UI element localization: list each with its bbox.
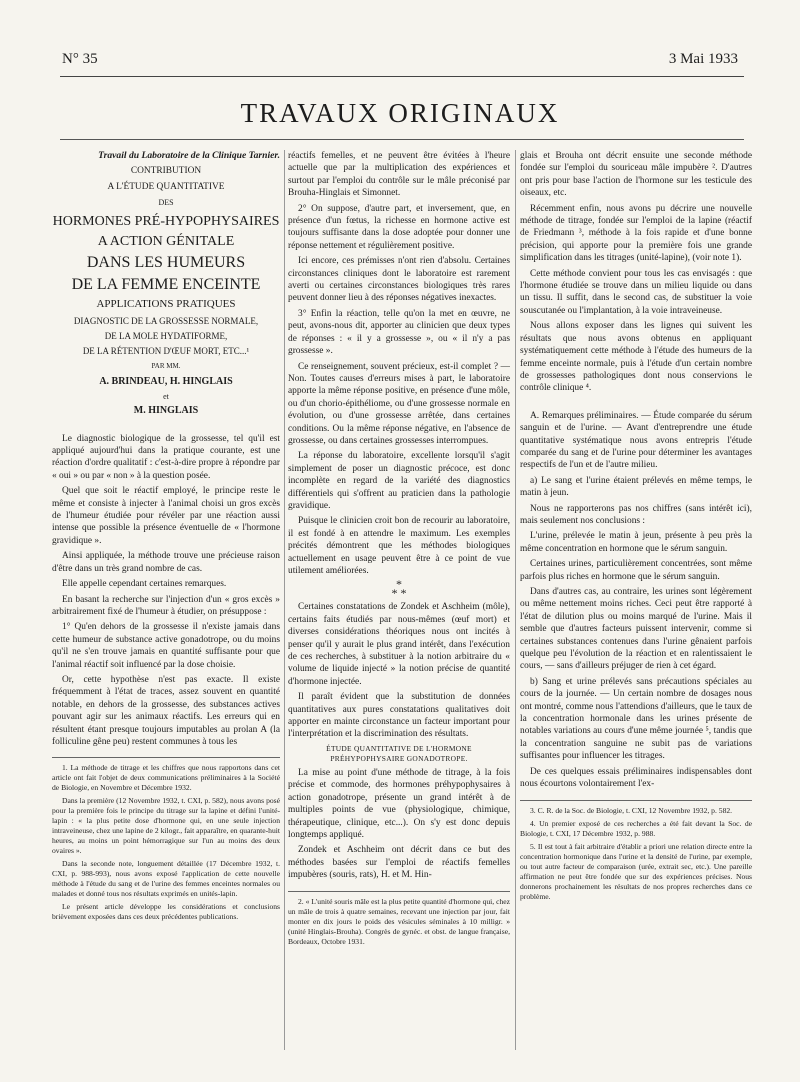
byline-par: PAR MM. bbox=[151, 361, 181, 370]
paragraph: Elle appelle cependant certaines remarques. bbox=[62, 579, 227, 590]
paragraph: Zondek et Aschheim ont décrit dans ce but des méthodes basées sur l'emploi de réactifs femelles impubères (souris, rats), H. et M. Hin- bbox=[288, 845, 510, 881]
paragraph: Certaines urines, particulièrement concentrées, sont même parfois plus riches en hormone que le sérum sanguin. bbox=[520, 559, 752, 582]
footnote: 4. Un premier exposé de ces recherches a été fait devant la Soc. de Biologie, t. CXI, 17 Décembre 1932, p. 988. bbox=[520, 818, 752, 838]
paragraph: De ces quelques essais préliminaires indispensables dont nous écourtons volontairement l'ex- bbox=[520, 766, 752, 790]
paragraph: Ce renseignement, souvent précieux, est-il complet ? — Non. Toutes causes d'erreurs mises à part, le laboratoire apporte la même réponse positive, en présence d'une môle, ou d'un chorio-épithéliome, ou d'une grossesse normale en évolution, ou d'une grossesse arrêtée, dans certaines conditions. Ou la même réponse négative, en l'absence de grossesse, ou dans certaines grossesses interrompues. bbox=[288, 361, 510, 446]
paragraph: Nous allons exposer dans les lignes qui suivent les résultats que nous avons obtenus en appliquant systématiquement cette méthode à l'étude des humeurs de la femme enceinte normale, puis à l'étude d'un certain nombre de grossesses pathologiques dont nous conservions le contrôle clinique ⁴. bbox=[520, 321, 752, 394]
footnote: Dans la seconde note, longuement détaillée (17 Décembre 1932, t. CXI, p. 988-993), nous avons exposé l'application de cette nouvelle méthode à l'étude du sang et de l'urine des femmes enceintes normales ou malades et donné tous nos résultats exprimés en unités-lapin. bbox=[52, 859, 280, 899]
paragraph: Nous ne rapporterons pas nos chiffres (sans intérêt ici), mais seulement nos conclusions : bbox=[520, 503, 752, 526]
paragraph: glais et Brouha ont décrit ensuite une seconde méthode fondée sur l'emploi du souriceau mâle impubère ². D'autres ont pris pour base l'action de l'hormone sur les testicule des oiseaux, etc. bbox=[520, 151, 752, 199]
title-line: A ACTION GÉNITALE bbox=[97, 233, 235, 249]
title-line: DES bbox=[158, 198, 174, 208]
paragraph: Récemment enfin, nous avons pu décrire une nouvelle méthode de titrage, fondée sur l'emploi de la lapine (réactif de Friedmann ³, méthode à la fois rapide et d'une bonne précision, qui apporte pour la première fois une grande simplification dans les titrages (unité-lapine), (voir note 1). bbox=[520, 203, 752, 264]
paragraph: Certaines constatations de Zondek et Aschheim (môle), certains faits étudiés par nous-mêmes (œuf mort) et diverses considérations théoriques nous ont incités à penser qu'il y aurait le plus grand intérêt, dans l'exécution de ces recherches, à substituer à la notion arbitraire du « volume de liquide injecté » la notion précise de quantité d'hormone injectée. bbox=[288, 602, 510, 687]
title-line: HORMONES PRÉ-HYPOPHYSAIRES bbox=[52, 213, 280, 229]
issue-date: 3 Mai 1933 bbox=[668, 51, 738, 67]
footnote-rule bbox=[288, 891, 510, 892]
footnote: 5. Il est tout à fait arbitraire d'établir a priori une relation directe entre la concentration hormonique dans l'urine et la densité de l'urine, par exemple, ou tout autre facteur de comparaison (urée, extrait sec, etc.). Une pareille affirmation ne peut être fondée que sur des expériences précises. Nous donnerons prochainement les résultats de nos propres recherches dans ce problème. bbox=[520, 841, 752, 901]
footnote-rule bbox=[52, 757, 280, 758]
paragraph: 3° Enfin la réaction, telle qu'on la met en œuvre, ne peut, avons-nous dit, apporter au clinicien que deux types de réponses : « il y a grossesse », ou « il n'y a pas grossesse ». bbox=[288, 308, 510, 357]
paragraph: Puisque le clinicien croit bon de recourir au laboratoire, il est fondé à en attendre le maximum. Les exemples précités démontrent que les méthodes biologiques actuellement en usage peuvent être à ce point de vue utilement améliorées. bbox=[288, 516, 510, 576]
footnote-rule bbox=[520, 800, 752, 801]
paragraph: Il paraît évident que la substitution de données quantitatives aux pures constatations qualitatives doit apporter en mainte circonstance un facteur important pour l'interprétation et la discrimination des résultats. bbox=[288, 692, 510, 740]
column-divider bbox=[515, 150, 516, 1050]
column-divider bbox=[284, 150, 285, 1050]
paragraph: a) Le sang et l'urine étaient prélevés en même temps, le matin à jeun. bbox=[520, 475, 752, 499]
title-line: APPLICATIONS PRATIQUES bbox=[96, 297, 236, 310]
footnote: 2. « L'unité souris mâle est la plus petite quantité d'hormone qui, chez un mâle de trois à quatre semaines, recevant une injection par jour, fait monter en dix jours le poids des vésicules séminales à 10 milligr. » (unité Hinglais-Brouha). Congrès de gynéc. et obst. de langue française, Bordeaux, Octobre 1931. bbox=[288, 896, 510, 946]
title-line: DIAGNOSTIC DE LA GROSSESSE NORMALE, bbox=[73, 315, 259, 326]
title-line: DE LA RÉTENTION D'ŒUF MORT, ETC...¹ bbox=[82, 345, 250, 356]
paragraph: Dans d'autres cas, au contraire, les urines sont légèrement ou même nettement moins riches. Ceci peut être rapporté à l'état de dilution plus ou moins marqué de l'urine. Mais il semble que d'autres facteurs puissent intervenir, comme si certaines substances contenues dans l'urine gênaient parfois quelque peu l'évolution de la réaction et en ralentissaient le cours, — sans d'ailleurs préjuger de rien à cet égard. bbox=[520, 587, 752, 672]
title-line: DE LA MOLE HYDATIFORME, bbox=[104, 330, 228, 341]
paragraph: L'urine, prélevée le matin à jeun, présente à peu près la même concentration en hormone que le sérum sanguin. bbox=[520, 531, 752, 554]
footnote: Le présent article développe les considérations et conclusions brièvement exposées dans ces deux précédentes publications. bbox=[52, 902, 280, 922]
title-line: DANS LES HUMEURS bbox=[86, 253, 246, 271]
title-line: A L'ÉTUDE QUANTITATIVE bbox=[107, 182, 225, 193]
paragraph: Ainsi appliquée, la méthode trouve une précieuse raison d'être dans un très grand nombre de cas. bbox=[52, 551, 280, 574]
footnote: 3. C. R. de la Soc. de Biologie, t. CXI, 12 Novembre 1932, p. 582. bbox=[530, 805, 733, 815]
paragraph: réactifs femelles, et ne peuvent être évitées à l'heure actuelle que par la multiplication des expériences et surtout par l'emploi du contrôle sur le mâle préconisé par Brouha-Hinglais et Simonnet. bbox=[288, 151, 510, 199]
paragraph: b) Sang et urine prélevés sans précautions spéciales au cours de la journée. — Un certain nombre de dosages nous ont montré, comme nous l'attendions d'ailleurs, que le taux de la concentration hormonale dans les urines présente de notables variations au cours d'une même journée ⁵, tandis que la concentration sanguine ne subit pas de variations suffisantes pour influencer les titrages. bbox=[520, 676, 752, 762]
footnote: Dans la première (12 Novembre 1932, t. CXI, p. 582), nous avons posé pour la première fois le principe du titrage sur la lapine et défini l'unité-lapin : « la plus petite dose d'hormone qui, en une seule injection intraveineuse, chez une lapine de 2 kilogr., fait apparaître, en quarante-huit heures, au moins un point hémorragique sur l'un au moins des deux ovaires ». bbox=[52, 796, 280, 856]
paragraph: En basant la recherche sur l'injection d'un « gros excès » arbitrairement fixé de l'humeur à étudier, on présuppose : bbox=[52, 594, 280, 617]
column-2 bbox=[288, 150, 510, 950]
masthead-rule bbox=[60, 139, 744, 140]
authors: A. BRINDEAU, H. HINGLAIS bbox=[99, 376, 233, 388]
paragraph: 2° On suppose, d'autre part, et inversement, que, en présence d'un fœtus, la richesse en hormone active est toujours suffisante dans la dose adoptée pour donner une réponse nettement et régulièrement positive. bbox=[288, 203, 510, 251]
paragraph: Cette méthode convient pour tous les cas envisagés : que l'hormone étudiée se trouve dans un milieu liquide ou dans un tissu. Il suffit, dans le second cas, de substituer la voie souscutanée ou l'implantation, à la voie intraveineuse. bbox=[520, 268, 752, 316]
footnote: 1. La méthode de titrage et les chiffres que nous rapportons dans cet article ont fait l'objet de deux communications préliminaires à la Société de Biologie, en Novembre et Décembre 1932. bbox=[52, 763, 280, 793]
byline-et: et bbox=[163, 392, 169, 402]
title-line: DE LA FEMME ENCEINTE bbox=[71, 275, 261, 293]
paragraph: Ici encore, ces prémisses n'ont rien d'absolu. Certaines circonstances cliniques dont le laboratoire est rarement averti ou certaines circonstances biologiques très rares peuvent donner lieu à des réponses négatives inexactes. bbox=[288, 256, 510, 304]
top-rule bbox=[60, 76, 744, 77]
laboratory-label: Travail du Laboratoire de la Clinique Tarnier. bbox=[98, 150, 280, 161]
column-3 bbox=[520, 150, 752, 905]
spacer bbox=[520, 398, 752, 410]
paragraph: La mise au point d'une méthode de titrage, à la fois précise et commode, des hormones préhypophysaires à action gonadotrope, présente un grand intérêt à de multiples points de vue (physiologique, chimique, thérapeutique, clinique, etc...). On s'y est donc depuis longtemps appliqué. bbox=[288, 767, 510, 840]
issue-number: N° 35 bbox=[62, 51, 98, 67]
paragraph: La réponse du laboratoire, excellente lorsqu'il s'agit simplement de poser un diagnostic précoce, est donc incomplète en regard de la variété des diagnostics différentiels qui s'offrent au praticien dans la pathologie gravidique. bbox=[288, 451, 510, 511]
paragraph: Quel que soit le réactif employé, le principe reste le même et consiste à injecter à l'animal choisi un gros excès de l'humeur étudiée pour révéler par une réaction aussi intense que possible la présence éventuelle de « l'hormone gravidique ». bbox=[52, 486, 280, 546]
paragraph: A. Remarques préliminaires. — Étude comparée du sérum sanguin et de l'urine. — Avant d'entreprendre une étude quantitative systématique nous avons entrepris l'étude comparée du sang et de l'urine pour déterminer les avantages respectifs de l'un et de l'autre milieu. bbox=[520, 410, 752, 471]
masthead-title: TRAVAUX ORIGINAUX bbox=[240, 98, 560, 128]
paragraph: Le diagnostic biologique de la grossesse, tel qu'il est appliqué aujourd'hui dans la pratique courante, est une réaction d'ordre qualitatif : c'est-à-dire propre à répondre par « oui » ou par « non » à la question posée. bbox=[52, 433, 280, 481]
section-heading: ÉTUDE QUANTITATIVE DE L'HORMONE PRÉHYPOPHYSAIRE GONADOTROPE. bbox=[326, 743, 472, 763]
column-1 bbox=[52, 150, 280, 925]
paragraph: Or, cette hypothèse n'est pas exacte. Il existe fréquemment à l'état de traces, assez souvent en quantité notable, en dehors de la grossesse, des substances actives pouvant agir sur les animaux réactifs. Les erreurs qui en résultent étant presque toujours imputables au prolan A (la folliculine gêne peu) restent communes à tous les bbox=[52, 674, 280, 747]
section-stars: * * * bbox=[391, 577, 407, 601]
paragraph: 1° Qu'en dehors de la grossesse il n'existe jamais dans cette humeur de substance active gonadotrope, ou du moins qu'il ne s'en trouve jamais en quantité suffisante pour que l'animal réactif soit influencé par la dose choisie. bbox=[52, 622, 280, 670]
author-3: M. HINGLAIS bbox=[133, 404, 199, 416]
title-line: CONTRIBUTION bbox=[130, 166, 202, 177]
